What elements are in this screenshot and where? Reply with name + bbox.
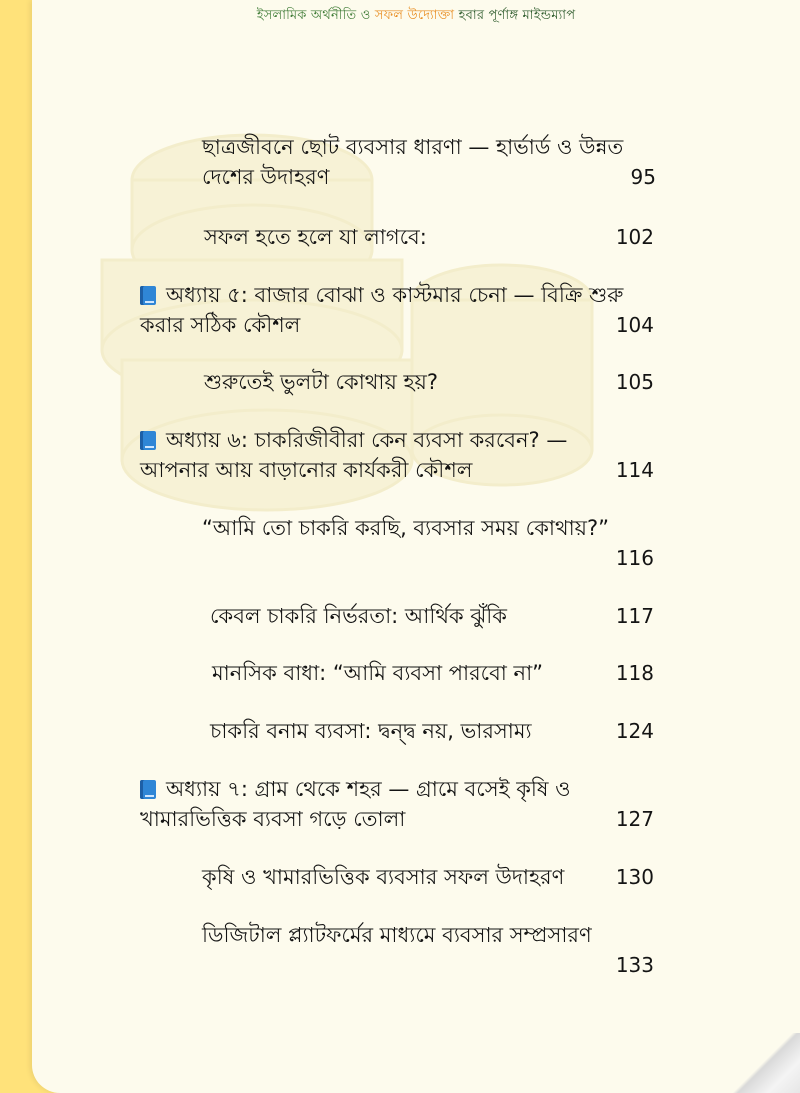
toc-page-number: 95 <box>630 165 656 189</box>
book-icon <box>140 431 156 450</box>
toc-entry[interactable] <box>202 513 654 573</box>
toc-entry[interactable] <box>202 920 654 980</box>
toc-page-number: 116 <box>615 546 654 570</box>
toc-entry-title: ডিজিটাল প্ল্যাটফর্মের মাধ্যমে ব্যবসার সম্প্রসারণ <box>202 923 592 947</box>
book-title-header <box>32 6 800 27</box>
toc-page-number: 104 <box>615 313 654 337</box>
toc-entry-title-cont: করার সঠিক কৌশল <box>140 313 301 337</box>
toc-entry-title: শুরুতেই ভুলটা কোথায় হয়? <box>204 370 439 394</box>
toc-page-number: 118 <box>615 661 654 685</box>
toc-entry-title-cont: খামারভিত্তিক ব্যবসা গড়ে তোলা <box>140 807 406 831</box>
toc-page-number: 102 <box>615 225 654 249</box>
toc-entry[interactable] <box>202 132 656 192</box>
toc-entry[interactable] <box>210 716 654 746</box>
toc-entry-title: অধ্যায় ৫: বাজার বোঝা ও কাস্টমার চেনা — বিক্রি শুরু <box>140 280 654 310</box>
toc-page-number: 133 <box>615 953 654 977</box>
book-icon <box>140 286 156 305</box>
book-icon <box>140 780 156 799</box>
toc-entry[interactable] <box>204 367 654 397</box>
header-part-2: সফল উদ্যোক্তা <box>374 8 455 23</box>
toc-entry-title-cont: আপনার আয় বাড়ানোর কার্যকরী কৌশল <box>140 458 473 482</box>
toc-entry-title: “আমি তো চাকরি করছি, ব্যবসার সময় কোথায়?” <box>202 516 610 540</box>
document-page <box>32 0 800 1093</box>
toc-chapter-entry[interactable] <box>140 280 654 340</box>
toc-page-number: 117 <box>615 604 654 628</box>
toc-entry-title: মানসিক বাধা: “আমি ব্যবসা পারবো না” <box>212 661 544 685</box>
toc-entry-title-spacer <box>202 950 654 980</box>
header-part-1: ইসলামিক অর্থনীতি ও <box>256 8 371 23</box>
toc-page-number: 130 <box>615 865 654 889</box>
page-curl[interactable] <box>730 1033 800 1093</box>
toc-entry-title: সফল হতে হলে যা লাগবে: <box>204 225 427 249</box>
toc-entry-title: অধ্যায় ৭: গ্রাম থেকে শহর — গ্রামে বসেই কৃষি ও <box>140 774 654 804</box>
toc-entry-title: কৃষি ও খামারভিত্তিক ব্যবসার সফল উদাহরণ <box>202 865 565 889</box>
toc-entry[interactable] <box>210 601 654 631</box>
toc-entry[interactable] <box>202 862 654 892</box>
toc-page-number: 114 <box>615 458 654 482</box>
toc-entry-title: কেবল চাকরি নির্ভরতা: আর্থিক ঝুঁকি <box>210 604 507 628</box>
toc-entry-title: চাকরি বনাম ব্যবসা: দ্বন্দ্ব নয়, ভারসাম্য <box>210 719 532 743</box>
toc-chapter-entry[interactable] <box>140 774 654 834</box>
toc-entry[interactable] <box>204 222 654 252</box>
toc-entry[interactable] <box>212 658 654 688</box>
toc-entry-title: ছাত্রজীবনে ছোট ব্যবসার ধারণা — হার্ভার্ড ও উন্নত <box>202 135 624 159</box>
toc-page-number: 105 <box>615 370 654 394</box>
toc-chapter-entry[interactable] <box>140 425 654 485</box>
header-part-3: হবার পূর্ণাঙ্গ মাইন্ডম্যাপ <box>458 8 576 23</box>
toc-entry-title-cont: দেশের উদাহরণ <box>202 165 330 189</box>
toc-entry-title: অধ্যায় ৬: চাকরিজীবীরা কেন ব্যবসা করবেন? — <box>140 425 654 455</box>
toc-page-number: 127 <box>615 807 654 831</box>
toc-entry-title-spacer <box>202 543 654 573</box>
toc-page-number: 124 <box>615 719 654 743</box>
